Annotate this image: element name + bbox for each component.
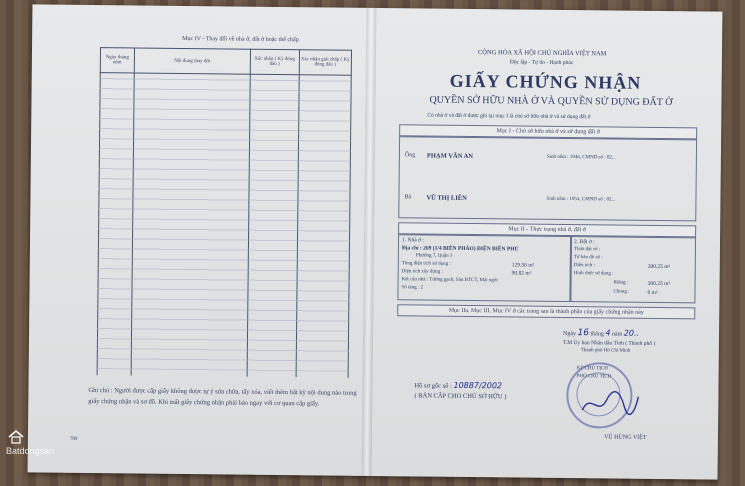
- changes-table: [97, 47, 352, 378]
- certificate-title: GIẤY CHỨNG NHẬN: [449, 70, 642, 93]
- issuer-name: T.M Ủy ban Nhân dân Tỉnh ( Thành phố ): [562, 339, 656, 347]
- right-page-certificate: [384, 8, 713, 471]
- signer-name: VŨ HÙNG VIỆT: [603, 434, 647, 441]
- owner2-label: Bà: [404, 194, 412, 201]
- ward: Phường 7, Quận 3: [415, 253, 453, 259]
- issue-month: 4: [605, 328, 611, 338]
- year-label: năm: [611, 331, 623, 338]
- col-confirm: Xác nhận ( Ký đóng dấu ): [250, 49, 299, 75]
- private-value: 300.25 m²: [647, 280, 671, 288]
- total-area-label: Tổng diện tích sử dụng :: [401, 261, 451, 267]
- issue-year: 20..: [623, 328, 640, 338]
- section-muc-ii: Mục II - Thực trạng nhà ở, đất ở: [398, 222, 696, 237]
- structure: Kết cấu nhà : Tường gạch, Sàn BTCT, Mái ngói: [401, 277, 498, 284]
- land-area-label: Diện tích :: [573, 263, 595, 269]
- section-muc-i: Mục I - Chủ sở hữu nhà ở và sử dụng đất ở: [399, 124, 697, 139]
- usage-form: Hình thức sử dụng :: [573, 271, 614, 277]
- owner-copy: ( BẢN CẤP CHO CHỦ SỞ HỮU ): [414, 392, 507, 401]
- certificate-sheet: [28, 4, 723, 479]
- owner2-info: Sinh năm : 1954, CMND số : 02...: [546, 196, 616, 203]
- section-muc-iii: Mục IIa, Mục III, Mục IV ở các trang sau là thành phần của giấy chứng nhận này: [397, 304, 695, 319]
- private-label: Riêng :: [613, 280, 629, 286]
- address: Địa chỉ : 269 (1/4 BIÊN PHÁO) ĐIỆN BIÊN PHỦ: [401, 245, 519, 253]
- issue-day: 16: [577, 328, 590, 339]
- map-sheet-no: Tờ bản đồ số :: [573, 255, 603, 261]
- certificate-subtitle: QUYỀN SỞ HỮU NHÀ Ở VÀ QUYỀN SỬ DỤNG ĐẤT Ở: [429, 94, 673, 109]
- house-heading: 1. Nhà ở :: [401, 237, 424, 244]
- left-page-muc-iv: [68, 5, 369, 468]
- parcel-no: Thửa đất số :: [573, 247, 601, 253]
- motto: Độc lập - Tự do - Hạnh phúc: [509, 59, 574, 67]
- stamp-title: KT CHỦ TỊCH: [576, 366, 608, 372]
- shared-label: Chung :: [613, 289, 630, 295]
- land-heading: 2. Đất ở :: [573, 239, 595, 246]
- signature-scribble: [580, 388, 640, 419]
- country-name: CỘNG HÒA XÃ HỘI CHỦ NGHĨA VIỆT NAM: [477, 49, 607, 58]
- shared-value: 0 m²: [647, 289, 658, 296]
- total-area-value: 129.50 m²: [511, 262, 535, 269]
- note-text: Ghi chú : Người được cấp giấy không được tự ý sửa chữa, tẩy xóa, viết thêm bất kỳ nội dung nào trong giấy chứng nhận và sơ đồ. Khi mất giấy chứng nhận phải báo ngay với cơ quan cấp giấy.: [88, 387, 357, 408]
- intro-line: Có nhà ở và đất ở được ghi tại mục I là chủ sở hữu nhà ở và sử dụng đất ở: [427, 112, 591, 121]
- stamp-subtitle: PHÓ CHỦ TỊCH: [576, 374, 612, 380]
- file-number-value: 10887/2002: [453, 380, 503, 391]
- issuer-city: Thành phố Hồ Chí Minh: [580, 348, 631, 354]
- col-content: Nội dung thay đổi: [134, 48, 250, 74]
- land-area-value: 300.25 m²: [647, 263, 671, 271]
- col-release: Xác nhận giải chấp ( Ký đóng dấu ): [299, 50, 352, 76]
- watermark-text: Batdongsan: [6, 446, 55, 456]
- issue-date: [563, 328, 639, 339]
- col-date: Ngày tháng năm: [100, 48, 134, 73]
- owner1-info: Sinh năm : 1946, CMND số : 02...: [546, 154, 616, 161]
- muc-iv-title: Mục IV - Thay đổi về nhà ở, đất ở hoặc thế chấp: [182, 35, 299, 44]
- file-number: [414, 380, 502, 390]
- file-number-label: Hồ sơ gốc số :: [414, 382, 452, 390]
- owner1-label: Ông: [404, 152, 416, 159]
- owners-box: [398, 136, 697, 221]
- date-prefix: Ngày: [563, 330, 577, 338]
- owner1-name: PHẠM VĂN AN: [426, 152, 474, 161]
- page-mark: 789: [69, 436, 78, 442]
- built-area-value: 90.82 m²: [511, 270, 532, 277]
- built-area-label: Diện tích xây dựng :: [401, 269, 443, 275]
- house-logo-icon: [8, 430, 24, 444]
- owner2-name: VŨ THỊ LIÊN: [426, 194, 467, 202]
- floors: Số tầng : 2: [401, 285, 424, 291]
- month-label: tháng: [590, 331, 604, 338]
